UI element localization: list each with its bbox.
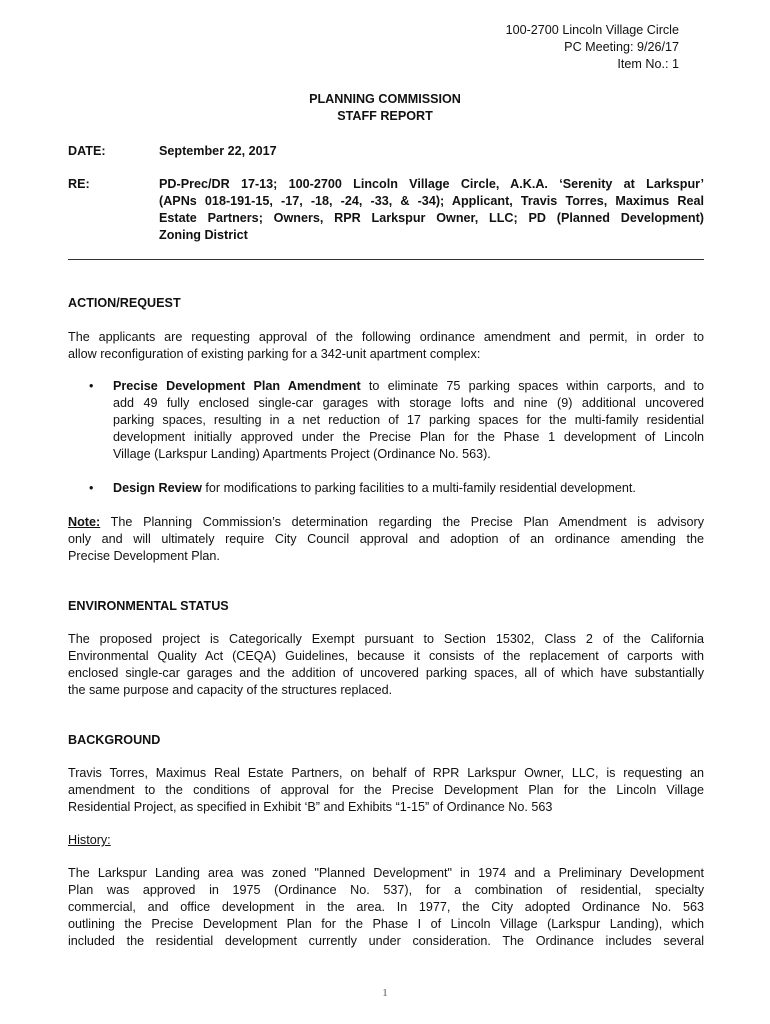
paragraph-line: Plan was approved in 1975 (Ordinance No. 537), for a combination of residential, specialty bbox=[68, 883, 704, 897]
paragraph-line: Precise Development Plan. bbox=[68, 549, 220, 563]
header-address: 100-2700 Lincoln Village Circle bbox=[505, 23, 679, 37]
header-divider bbox=[68, 259, 704, 260]
bullet-icon: • bbox=[89, 379, 94, 393]
environmental-paragraph bbox=[68, 631, 704, 699]
action-request-heading: ACTION/REQUEST bbox=[68, 296, 181, 310]
bullet-text bbox=[113, 378, 704, 463]
history-label: History: bbox=[68, 833, 111, 847]
bullet-bold-term: Precise Development Plan Amendment bbox=[113, 379, 361, 393]
bullet-line: parking spaces, resulting in a net reduction of 17 parking spaces for the multi-family residential bbox=[113, 413, 704, 427]
report-title bbox=[0, 91, 770, 125]
environmental-status-heading: ENVIRONMENTAL STATUS bbox=[68, 599, 229, 613]
bullet-line: Village (Larkspur Landing) Apartments Project (Ordinance No. 563). bbox=[113, 447, 491, 461]
paragraph-line: Travis Torres, Maximus Real Estate Partners, on behalf of RPR Larkspur Owner, LLC, is requesting an bbox=[68, 766, 704, 780]
re-line: Estate Partners; Owners, RPR Larkspur Owner, LLC; PD (Planned Development) bbox=[159, 211, 704, 225]
paragraph-line: allow reconfiguration of existing parking for a 342-unit apartment complex: bbox=[68, 347, 481, 361]
bullet-bold-term: Design Review bbox=[113, 481, 202, 495]
history-paragraph bbox=[68, 865, 704, 950]
paragraph-line: amendment to the conditions of approval for the Precise Development Plan for the Lincoln Village bbox=[68, 783, 704, 797]
re-line: Zoning District bbox=[159, 228, 248, 242]
bullet-line bbox=[113, 480, 704, 497]
paragraph-line: Residential Project, as specified in Exhibit ‘B” and Exhibits “1-15” of Ordinance No. 563 bbox=[68, 800, 553, 814]
paragraph-line: The applicants are requesting approval of the following ordinance amendment and permit, in order to bbox=[68, 330, 704, 344]
action-request-intro bbox=[68, 329, 704, 363]
note-line-rest: The Planning Commission’s determination regarding the Precise Plan Amendment is advisory bbox=[100, 515, 704, 529]
history-subheading bbox=[68, 832, 111, 849]
title-line-1: PLANNING COMMISSION bbox=[309, 92, 461, 106]
bullet-line-rest: for modifications to parking facilities to a multi-family residential development. bbox=[201, 481, 636, 495]
paragraph-line: only and will ultimately require City Council approval and adoption of an ordinance amending the bbox=[68, 532, 704, 546]
note-label: Note: bbox=[68, 515, 101, 529]
bullet-line-rest: to eliminate 75 parking spaces within carports, and to bbox=[360, 379, 704, 393]
paragraph-line bbox=[68, 514, 704, 531]
header-item-number: Item No.: 1 bbox=[617, 57, 679, 71]
date-value: September 22, 2017 bbox=[159, 144, 277, 158]
re-line: (APNs 018-191-15, -17, -18, -24, -33, & -34); Applicant, Travis Torres, Maximus Real bbox=[159, 194, 704, 208]
title-line-2: STAFF REPORT bbox=[337, 109, 433, 123]
background-heading: BACKGROUND bbox=[68, 733, 161, 747]
paragraph-line: Environmental Quality Act (CEQA) Guidelines, because it consists of the replacement of carports with bbox=[68, 649, 704, 663]
background-paragraph bbox=[68, 765, 704, 816]
bullet-text bbox=[113, 480, 704, 497]
paragraph-line: included the residential development currently under consideration. The Ordinance includes several bbox=[68, 934, 704, 948]
report-header bbox=[506, 22, 679, 73]
re-label: RE: bbox=[68, 177, 90, 191]
bullet-line: development initially approved under the Precise Plan for the Phase 1 development of Lincoln bbox=[113, 430, 704, 444]
header-meeting: PC Meeting: 9/26/17 bbox=[564, 40, 679, 54]
bullet-line: add 49 fully enclosed single-car garages with storage lofts and nine (9) additional uncovered bbox=[113, 396, 704, 410]
re-value bbox=[159, 176, 704, 244]
bullet-line bbox=[113, 378, 704, 395]
paragraph-line: the same purpose and capacity of the structures replaced. bbox=[68, 683, 393, 697]
page-number: 1 bbox=[382, 987, 388, 999]
paragraph-line: The proposed project is Categorically Exempt pursuant to Section 15302, Class 2 of the California bbox=[68, 632, 704, 646]
paragraph-line: The Larkspur Landing area was zoned "Planned Development" in 1974 and a Preliminary Development bbox=[68, 866, 704, 880]
date-label: DATE: bbox=[68, 144, 106, 158]
re-line: PD-Prec/DR 17-13; 100-2700 Lincoln Village Circle, A.K.A. ‘Serenity at Larkspur’ bbox=[159, 177, 704, 191]
bullet-icon: • bbox=[89, 481, 94, 495]
paragraph-line: commercial, and office development in the area. In 1977, the City adopted Ordinance No. 563 bbox=[68, 900, 704, 914]
paragraph-line: outlining the Precise Development Plan for the Phase I of Lincoln Village (Larkspur Landing), which bbox=[68, 917, 704, 931]
paragraph-line: enclosed single-car garages and the addition of uncovered parking spaces, all of which have substantially bbox=[68, 666, 704, 680]
note-paragraph bbox=[68, 514, 704, 565]
